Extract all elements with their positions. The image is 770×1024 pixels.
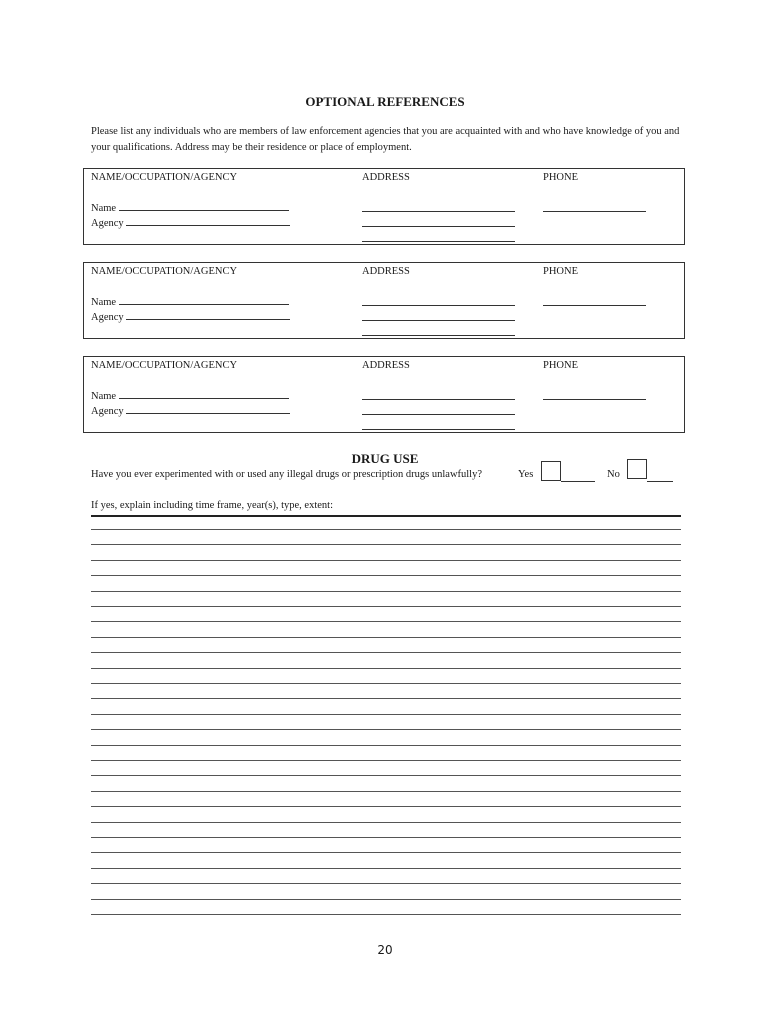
agency-field[interactable] [91, 215, 290, 229]
name-field[interactable] [91, 294, 289, 308]
yes-blank-line [561, 481, 595, 482]
reference-box-3 [83, 356, 685, 433]
drug-use-title: DRUG USE [351, 451, 419, 466]
explain-writing-line[interactable] [91, 729, 681, 730]
explain-writing-line[interactable] [91, 544, 681, 545]
agency-input-line[interactable] [126, 309, 290, 320]
agency-field[interactable] [91, 403, 290, 417]
reference-box-1 [83, 168, 685, 245]
header-name-occupation-agency: NAME/OCCUPATION/AGENCY [91, 266, 238, 277]
address-line-1[interactable] [362, 211, 515, 212]
address-line-2[interactable] [362, 226, 515, 227]
explain-writing-line[interactable] [91, 883, 681, 884]
name-input-line[interactable] [119, 294, 289, 305]
address-line-3[interactable] [362, 429, 515, 430]
explain-writing-line[interactable] [91, 698, 681, 699]
explain-writing-line[interactable] [91, 652, 681, 653]
name-field[interactable] [91, 388, 289, 402]
address-line-2[interactable] [362, 414, 515, 415]
name-label: Name [91, 203, 117, 214]
header-phone: PHONE [543, 266, 579, 277]
explain-writing-line[interactable] [91, 560, 681, 561]
agency-input-line[interactable] [126, 403, 290, 414]
explain-writing-line[interactable] [91, 637, 681, 638]
agency-label: Agency [91, 406, 124, 417]
address-line-3[interactable] [362, 335, 515, 336]
drug-use-question: Have you ever experimented with or used any illegal drugs or prescription drugs unlawfully? [91, 469, 483, 480]
address-line-1[interactable] [362, 399, 515, 400]
explain-writing-line[interactable] [91, 529, 681, 530]
explain-writing-line[interactable] [91, 714, 681, 715]
yes-label: Yes [518, 469, 534, 480]
explain-writing-line[interactable] [91, 591, 681, 592]
agency-field[interactable] [91, 309, 290, 323]
name-field[interactable] [91, 200, 289, 214]
address-line-3[interactable] [362, 241, 515, 242]
no-label: No [607, 469, 620, 480]
explain-writing-line[interactable] [91, 606, 681, 607]
explain-writing-line[interactable] [91, 899, 681, 900]
explain-writing-line[interactable] [91, 791, 681, 792]
header-address: ADDRESS [362, 266, 410, 277]
phone-line[interactable] [543, 399, 646, 400]
explain-writing-line[interactable] [91, 868, 681, 869]
explain-writing-line[interactable] [91, 914, 681, 915]
agency-label: Agency [91, 312, 124, 323]
name-label: Name [91, 297, 117, 308]
no-blank-line [647, 481, 673, 482]
optional-references-intro: Please list any individuals who are members of law enforcement agencies that you are acquainted with and who have knowledge of you and your qualifications. Address may be their residence or place of employment. [91, 126, 680, 153]
header-address: ADDRESS [362, 172, 410, 183]
explain-writing-line[interactable] [91, 775, 681, 776]
header-phone: PHONE [543, 172, 579, 183]
header-name-occupation-agency: NAME/OCCUPATION/AGENCY [91, 172, 238, 183]
reference-box-2 [83, 262, 685, 339]
explain-top-rule [91, 515, 681, 517]
address-line-1[interactable] [362, 305, 515, 306]
yes-checkbox[interactable] [541, 461, 561, 481]
explain-writing-line[interactable] [91, 745, 681, 746]
explain-writing-line[interactable] [91, 822, 681, 823]
no-checkbox[interactable] [627, 459, 647, 479]
page-number: 20 [377, 943, 393, 957]
phone-line[interactable] [543, 305, 646, 306]
name-input-line[interactable] [119, 388, 289, 399]
explain-writing-line[interactable] [91, 668, 681, 669]
header-name-occupation-agency: NAME/OCCUPATION/AGENCY [91, 360, 238, 371]
agency-input-line[interactable] [126, 215, 290, 226]
optional-references-title: OPTIONAL REFERENCES [305, 94, 465, 109]
explain-writing-line[interactable] [91, 621, 681, 622]
header-address: ADDRESS [362, 360, 410, 371]
explain-writing-line[interactable] [91, 806, 681, 807]
name-label: Name [91, 391, 117, 402]
name-input-line[interactable] [119, 200, 289, 211]
explain-writing-line[interactable] [91, 683, 681, 684]
phone-line[interactable] [543, 211, 646, 212]
header-phone: PHONE [543, 360, 579, 371]
agency-label: Agency [91, 218, 124, 229]
explain-writing-line[interactable] [91, 852, 681, 853]
explain-writing-line[interactable] [91, 575, 681, 576]
explain-writing-line[interactable] [91, 760, 681, 761]
address-line-2[interactable] [362, 320, 515, 321]
explain-label: If yes, explain including time frame, year(s), type, extent: [91, 500, 333, 511]
explain-writing-line[interactable] [91, 837, 681, 838]
